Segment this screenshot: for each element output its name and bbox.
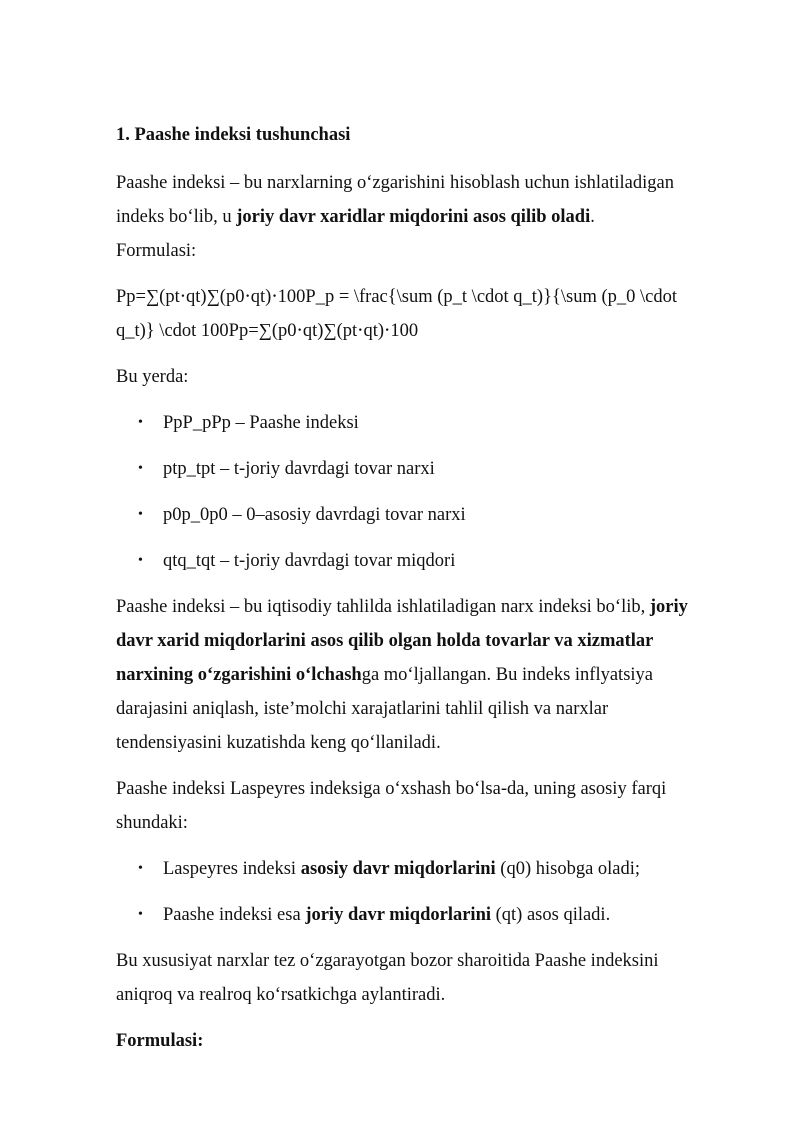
comparison-text: (q0) hisobga oladi; — [495, 859, 641, 879]
bullet-icon: • — [138, 861, 143, 876]
explanation-line-2 — [116, 624, 746, 658]
explanation-emphasis: davr xarid miqdorlarini asos qilib olgan holda tovarlar va xizmatlar — [116, 631, 654, 651]
explanation-line-4: darajasini aniqlash, iste’molchi xarajatlarini tahlil qilish va narxlar — [116, 699, 609, 719]
intro-formula-label: Formulasi: — [116, 241, 197, 261]
intro-line-2-end: . — [590, 207, 595, 227]
explanation-emphasis: joriy — [649, 597, 688, 617]
list-item — [116, 406, 746, 440]
intro-paragraph — [116, 166, 746, 268]
list-item — [116, 498, 746, 532]
explanation-emphasis: narxining o‘zgarishini o‘lchash — [116, 665, 362, 685]
intro-line-2 — [116, 200, 746, 234]
explanation-text: ga mo‘ljallangan. Bu indeks inflyatsiya — [361, 665, 653, 685]
formula-line-1: Pp=∑(pt⋅qt)∑(p0⋅qt)⋅100P_p = \frac{\sum (p_t \cdot q_t)}{\sum (p_0 \cdot — [116, 287, 677, 307]
explanation-line-1 — [116, 590, 746, 624]
definition-text: p0p_0p0 – 0–asosiy davrdagi tovar narxi — [163, 505, 466, 525]
comparison-emphasis: joriy davr miqdorlarini — [305, 905, 491, 925]
list-item — [116, 544, 746, 578]
document-page — [116, 118, 746, 1072]
section-title: 1. Paashe indeksi tushunchasi — [116, 125, 351, 145]
bullet-icon: • — [138, 553, 143, 568]
list-item — [116, 452, 746, 486]
definitions-list — [116, 406, 746, 578]
formula-heading: Formulasi: — [116, 1031, 204, 1051]
formula-line-2: q_t)} \cdot 100Pp=∑(p0⋅qt)∑(pt⋅qt)⋅100 — [116, 321, 419, 341]
comparison-text: Laspeyres indeksi — [163, 859, 301, 879]
definition-text: ptp_tpt – t-joriy davrdagi tovar narxi — [163, 459, 435, 479]
conclusion-paragraph — [116, 944, 746, 1012]
bullet-icon: • — [138, 461, 143, 476]
comparison-emphasis: asosiy davr miqdorlarini — [300, 859, 496, 879]
comparison-intro-line-1: Paashe indeksi Laspeyres indeksiga o‘xshash bo‘lsa-da, uning asosiy farqi — [116, 779, 667, 799]
list-item — [116, 852, 746, 886]
explanation-paragraph — [116, 590, 746, 760]
definition-text: qtq_tqt – t-joriy davrdagi tovar miqdori — [163, 551, 456, 571]
conclusion-line-1: Bu xususiyat narxlar tez o‘zgarayotgan bozor sharoitida Paashe indeksini — [116, 951, 659, 971]
bullet-icon: • — [138, 415, 143, 430]
comparison-intro — [116, 772, 746, 840]
intro-line-1: Paashe indeksi – bu narxlarning o‘zgarishini hisoblash uchun ishlatiladigan — [116, 173, 674, 193]
intro-emphasis: joriy davr xaridlar miqdorini asos qilib oladi — [236, 207, 591, 227]
explanation-line-3 — [116, 658, 746, 692]
explanation-text: Paashe indeksi – bu iqtisodiy tahlilda ishlatiladigan narx indeksi bo‘lib, — [116, 597, 650, 617]
comparison-text: (qt) asos qiladi. — [491, 905, 611, 925]
formula-text — [116, 280, 746, 348]
intro-line-2-text: indeks bo‘lib, u — [116, 207, 237, 227]
bullet-icon: • — [138, 507, 143, 522]
comparison-intro-line-2: shundaki: — [116, 813, 188, 833]
conclusion-line-2: aniqroq va realroq ko‘rsatkichga aylantiradi. — [116, 985, 446, 1005]
comparison-list — [116, 852, 746, 932]
where-label: Bu yerda: — [116, 367, 189, 387]
explanation-line-5: tendensiyasini kuzatishda keng qo‘llaniladi. — [116, 733, 441, 753]
definition-text: PpP_pPp – Paashe indeksi — [163, 413, 359, 433]
list-item — [116, 898, 746, 932]
comparison-text: Paashe indeksi esa — [163, 905, 306, 925]
bullet-icon: • — [138, 907, 143, 922]
